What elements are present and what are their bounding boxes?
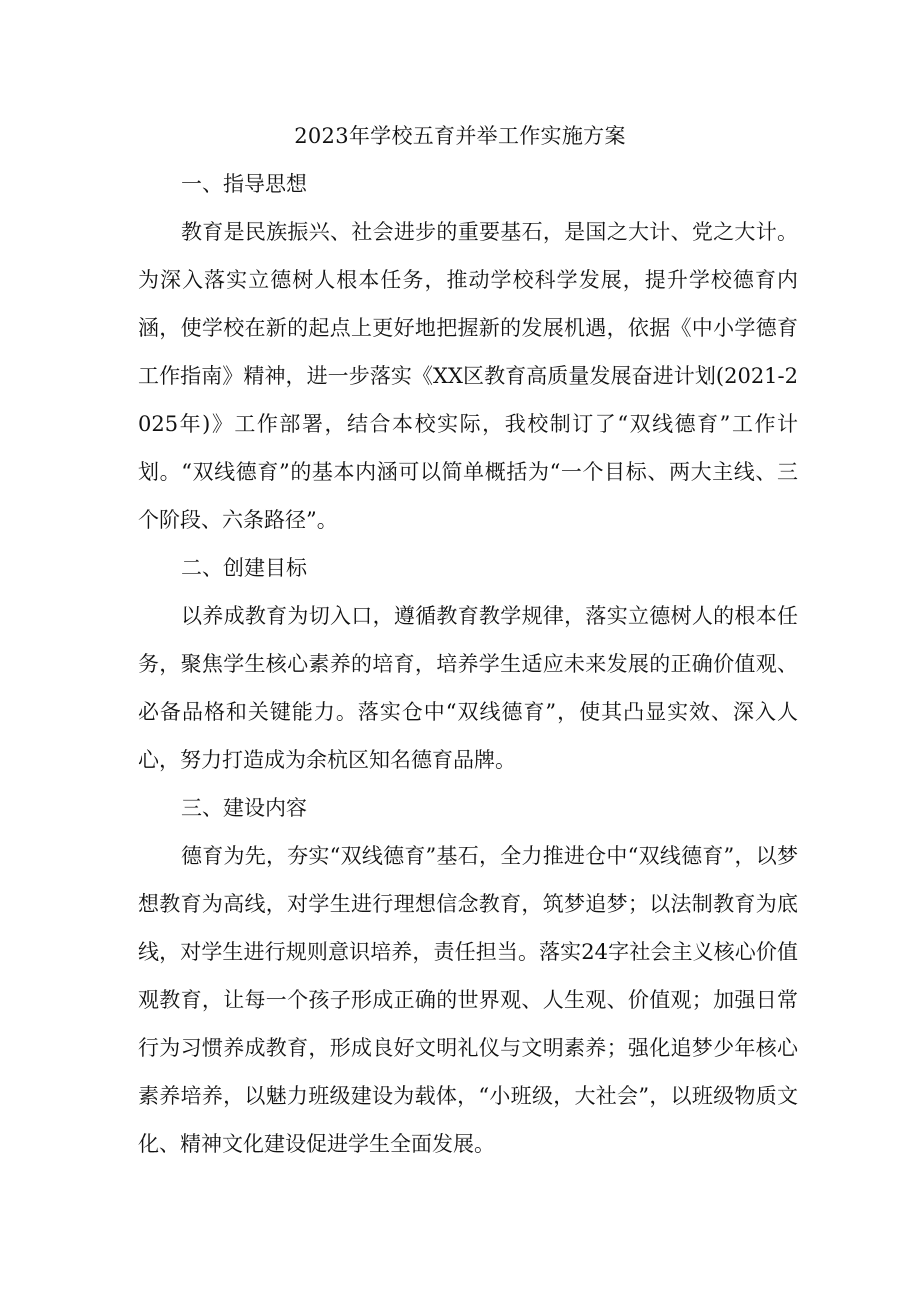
section-paragraph-content: 德育为先，夯实“双线德育”基石，全力推进仓中“双线德育”，以梦想教育为高线，对学生进行理想信念教育，筑梦追梦；以法制教育为底线，对学生进行规则意识培养，责任担当。落实24字社会主义核心价值观教育，让每一个孩子形成正确的世界观、人生观、价值观；加强日常行为习惯养成教育，形成良好文明礼仪与文明素养；强化追梦少年核心素养培养，以魅力班级建设为载体，“小班级，大社会”，以班级物质文化、精神文化建设促进学生全面发展。 bbox=[138, 844, 798, 1156]
section-heading-guiding-ideology: 一、指导思想 bbox=[181, 172, 307, 196]
section-paragraph-guiding-ideology: 教育是民族振兴、社会进步的重要基石，是国之大计、党之大计。为深入落实立德树人根本任务，推动学校科学发展，提升学校德育内涵，使学校在新的起点上更好地把握新的发展机遇，依据《中小学德育工作指南》精神，进一步落实《XX区教育高质量发展奋进计划(2021-2025年)》工作部署，结合本校实际，我校制订了“双线德育”工作计划。“双线德育”的基本内涵可以简单概括为“一个目标、两大主线、三个阶段、六条路径”。 bbox=[138, 220, 798, 532]
section-paragraph-goals: 以养成教育为切入口，遵循教育教学规律，落实立德树人的根本任务，聚焦学生核心素养的培育，培养学生适应未来发展的正确价值观、必备品格和关键能力。落实仓中“双线德育”，使其凸显实效、深入人心，努力打造成为余杭区知名德育品牌。 bbox=[138, 604, 798, 772]
document-body bbox=[138, 160, 798, 1168]
document-title: 2023年学校五育并举工作实施方案 bbox=[294, 124, 626, 148]
section-heading-goals: 二、创建目标 bbox=[181, 556, 307, 580]
section-heading-content: 三、建设内容 bbox=[181, 796, 307, 820]
